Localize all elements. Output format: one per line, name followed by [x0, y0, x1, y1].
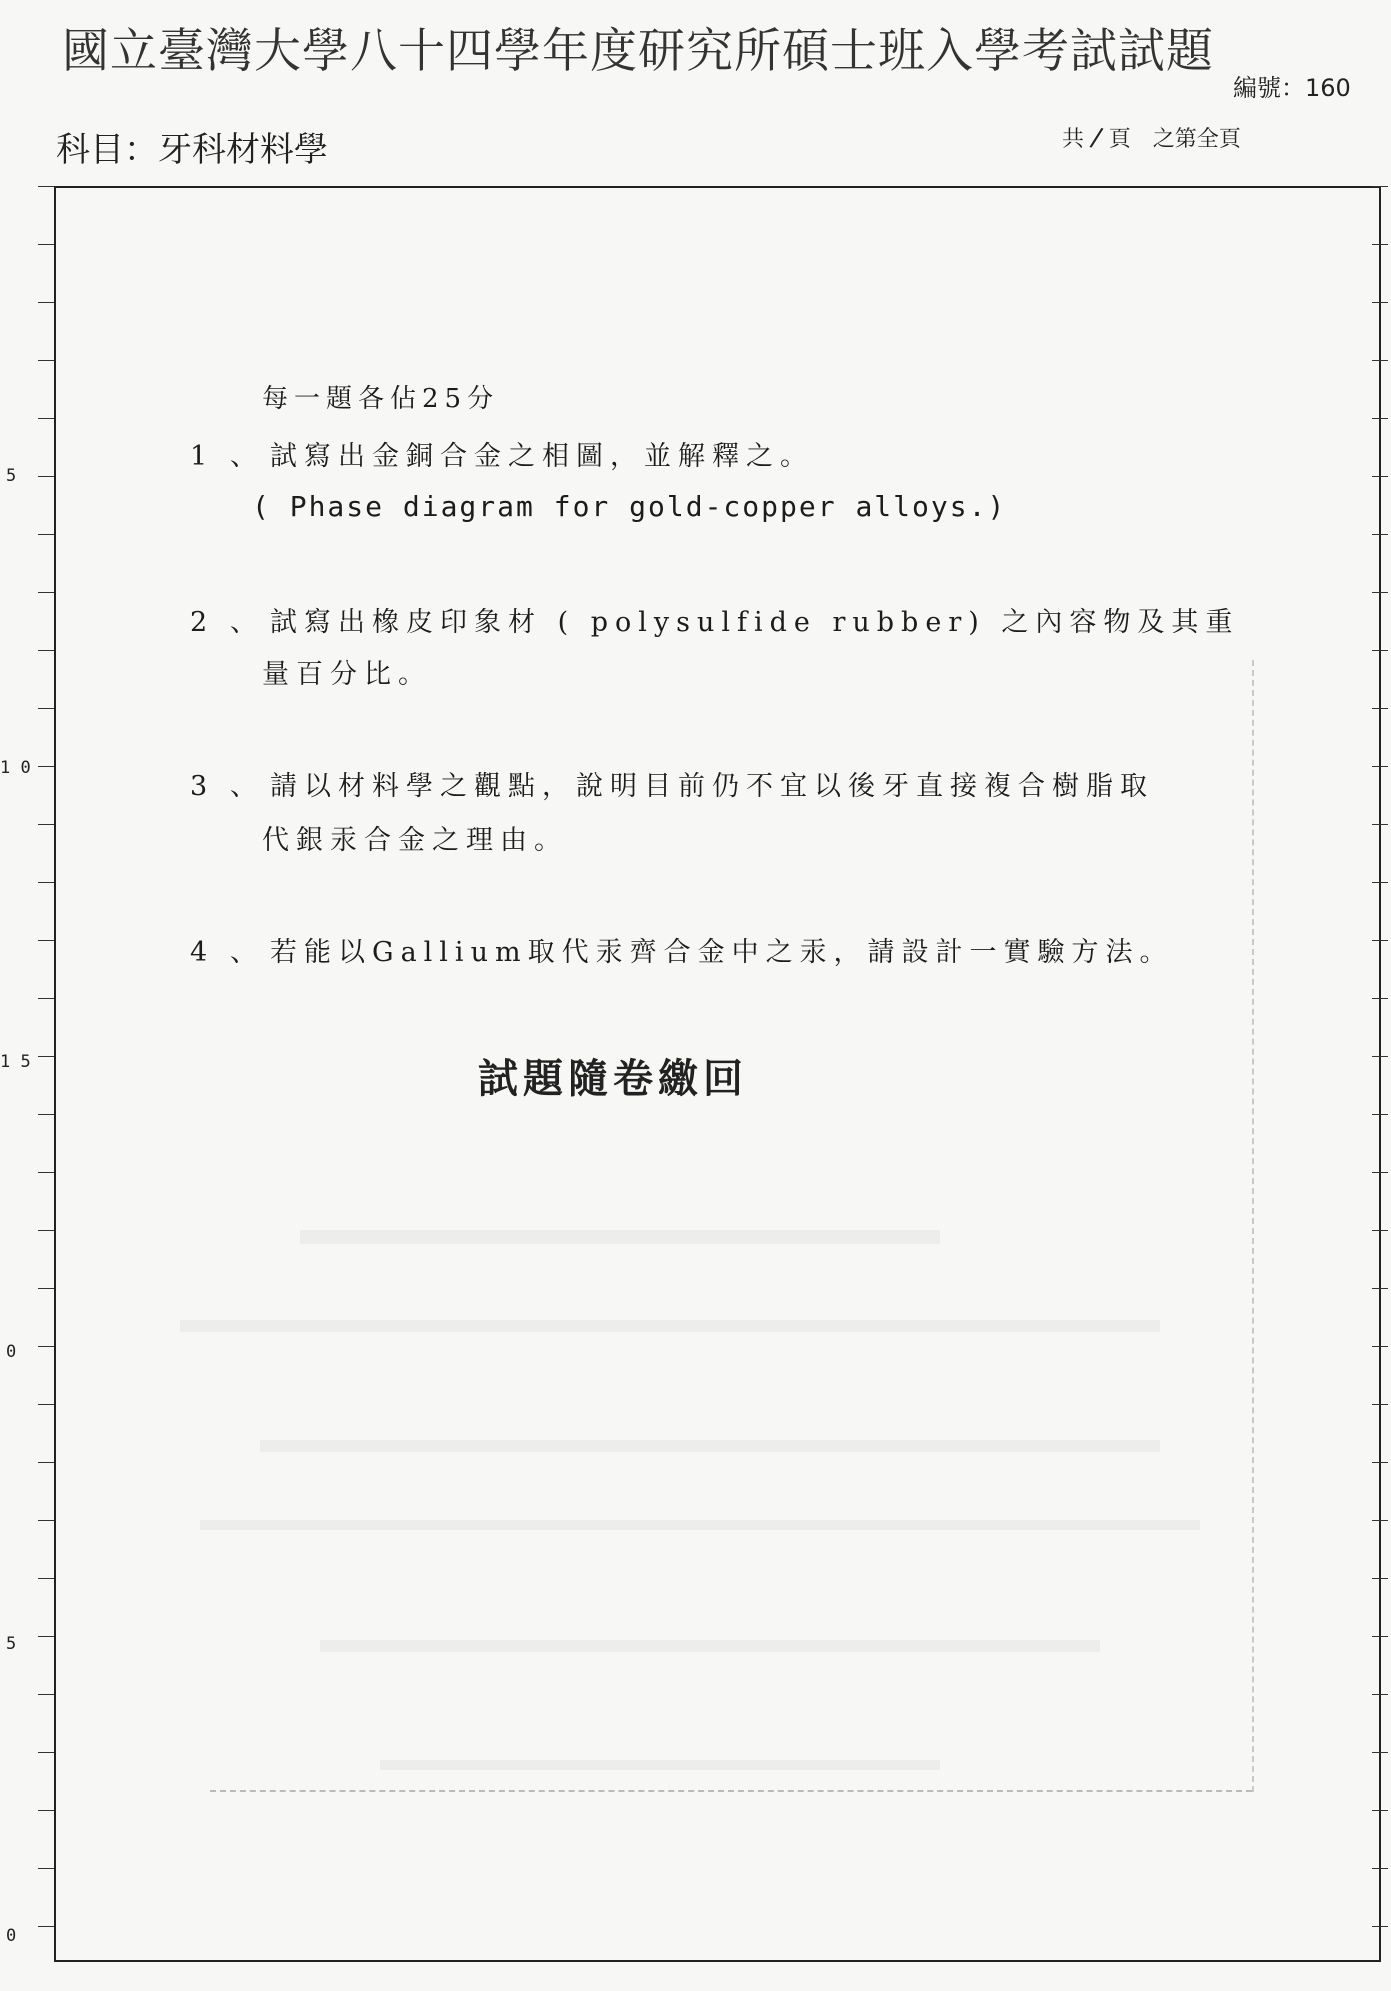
ruler-label: 1 0 [0, 758, 31, 778]
ruler-tick [38, 1810, 54, 1811]
ruler-tick [1372, 650, 1388, 651]
page-count-mid: 頁 之第 [1108, 127, 1197, 152]
ruler-tick [1372, 1230, 1388, 1231]
ruler-tick [38, 186, 54, 187]
ruler-tick [38, 1752, 54, 1753]
question-separator: 、 [230, 771, 264, 802]
scan-bleed [320, 1640, 1100, 1652]
ruler-tick [1372, 360, 1388, 361]
question-4 [190, 930, 1174, 969]
points-note: 每一題各佔25分 [262, 384, 500, 414]
ruler-tick [1372, 1288, 1388, 1289]
scan-bleed [180, 1320, 1160, 1332]
ruler-tick [1372, 592, 1388, 593]
question-separator: 、 [230, 441, 264, 472]
question-separator: 、 [230, 937, 264, 968]
ruler-tick [38, 592, 54, 593]
question-text: 請以材料學之觀點，說明目前仍不宜以後牙直接複合樹脂取 [270, 771, 1154, 802]
ruler-tick [1372, 708, 1388, 709]
ruler-tick [1372, 1172, 1388, 1173]
ruler-tick [38, 534, 54, 535]
ruler-tick [1372, 1926, 1388, 1927]
ruler-tick [1372, 1694, 1388, 1695]
ruler-label: 5 [6, 466, 17, 486]
right-ruler [1372, 186, 1388, 1962]
question-number: 1 [190, 441, 215, 472]
question-text: 試寫出橡皮印象材 ( polysulfide rubber) 之內容物及其重 [270, 607, 1240, 638]
scan-bleed [260, 1440, 1160, 1452]
question-2-continuation: 量百分比。 [262, 659, 432, 690]
ruler-tick [38, 476, 54, 477]
ruler-label: 1 5 [0, 1052, 31, 1072]
inner-frame-bottom [210, 1790, 1252, 1792]
subject-label: 科目：牙科材料學 [56, 130, 328, 170]
ruler-tick [38, 766, 54, 767]
ruler-tick [38, 1230, 54, 1231]
ruler-label: 0 [6, 1926, 17, 1946]
page-count [1062, 122, 1241, 153]
question-number: 2 [190, 607, 215, 638]
ruler-tick [38, 1462, 54, 1463]
ruler-tick [1372, 534, 1388, 535]
scan-bleed [200, 1520, 1200, 1530]
ruler-label: 5 [6, 1634, 17, 1654]
ruler-tick [38, 998, 54, 999]
question-text: 試寫出金銅合金之相圖，並解釋之。 [270, 441, 814, 472]
left-ruler [38, 186, 54, 1962]
page-count-prefix: 共 [1062, 127, 1085, 152]
ruler-tick [1372, 1578, 1388, 1579]
ruler-tick [1372, 1056, 1388, 1057]
ruler-tick [38, 650, 54, 651]
ruler-tick [38, 1636, 54, 1637]
ruler-tick [38, 1172, 54, 1173]
ruler-tick [38, 882, 54, 883]
ruler-tick [1372, 882, 1388, 883]
page-count-suffix: 頁 [1218, 127, 1241, 152]
ruler-tick [1372, 1520, 1388, 1521]
page-count-current: 全 [1196, 127, 1219, 152]
ruler-tick [38, 1520, 54, 1521]
ruler-tick [38, 824, 54, 825]
ruler-tick [1372, 1462, 1388, 1463]
ruler-tick [38, 1114, 54, 1115]
ruler-tick [38, 1346, 54, 1347]
ruler-tick [1372, 302, 1388, 303]
ruler-tick [38, 418, 54, 419]
ruler-tick [38, 1288, 54, 1289]
exam-title: 國立臺灣大學八十四學年度研究所碩士班入學考試試題 [62, 24, 1214, 79]
question-number: 4 [190, 937, 215, 968]
question-separator: 、 [230, 607, 264, 638]
scan-bleed [380, 1760, 940, 1770]
ruler-tick [38, 1578, 54, 1579]
scan-bleed [300, 1230, 940, 1244]
ruler-tick [1372, 244, 1388, 245]
ruler-tick [1372, 418, 1388, 419]
page-count-total: / [1088, 122, 1105, 154]
ruler-tick [1372, 476, 1388, 477]
ruler-tick [38, 1868, 54, 1869]
ruler-tick [38, 1926, 54, 1927]
question-text: 若能以Gallium取代汞齊合金中之汞，請設計一實驗方法。 [270, 937, 1174, 968]
ruler-tick [1372, 1810, 1388, 1811]
inner-frame-right [1252, 660, 1254, 1792]
ruler-tick [38, 940, 54, 941]
question-3-continuation: 代銀汞合金之理由。 [262, 825, 568, 856]
ruler-tick [1372, 1636, 1388, 1637]
ruler-tick [1372, 1404, 1388, 1405]
serial-number: 編號：160 [1233, 74, 1351, 102]
question-2 [190, 600, 1239, 639]
return-exam-note: 試題隨卷繳回 [478, 1055, 748, 1102]
ruler-label: 0 [6, 1342, 17, 1362]
ruler-tick [38, 244, 54, 245]
ruler-tick [1372, 940, 1388, 941]
ruler-tick [1372, 1752, 1388, 1753]
ruler-tick [1372, 186, 1388, 187]
question-3 [190, 764, 1154, 803]
ruler-tick [1372, 766, 1388, 767]
ruler-tick [38, 1694, 54, 1695]
ruler-tick [1372, 998, 1388, 999]
question-1-translation: ( Phase diagram for gold-copper alloys.) [252, 490, 1007, 523]
ruler-tick [38, 360, 54, 361]
ruler-tick [38, 1404, 54, 1405]
ruler-tick [38, 1056, 54, 1057]
ruler-tick [1372, 1868, 1388, 1869]
question-1 [190, 434, 814, 473]
question-number: 3 [190, 771, 215, 802]
ruler-tick [38, 302, 54, 303]
ruler-tick [1372, 1114, 1388, 1115]
ruler-tick [1372, 1346, 1388, 1347]
ruler-tick [38, 708, 54, 709]
ruler-tick [1372, 824, 1388, 825]
